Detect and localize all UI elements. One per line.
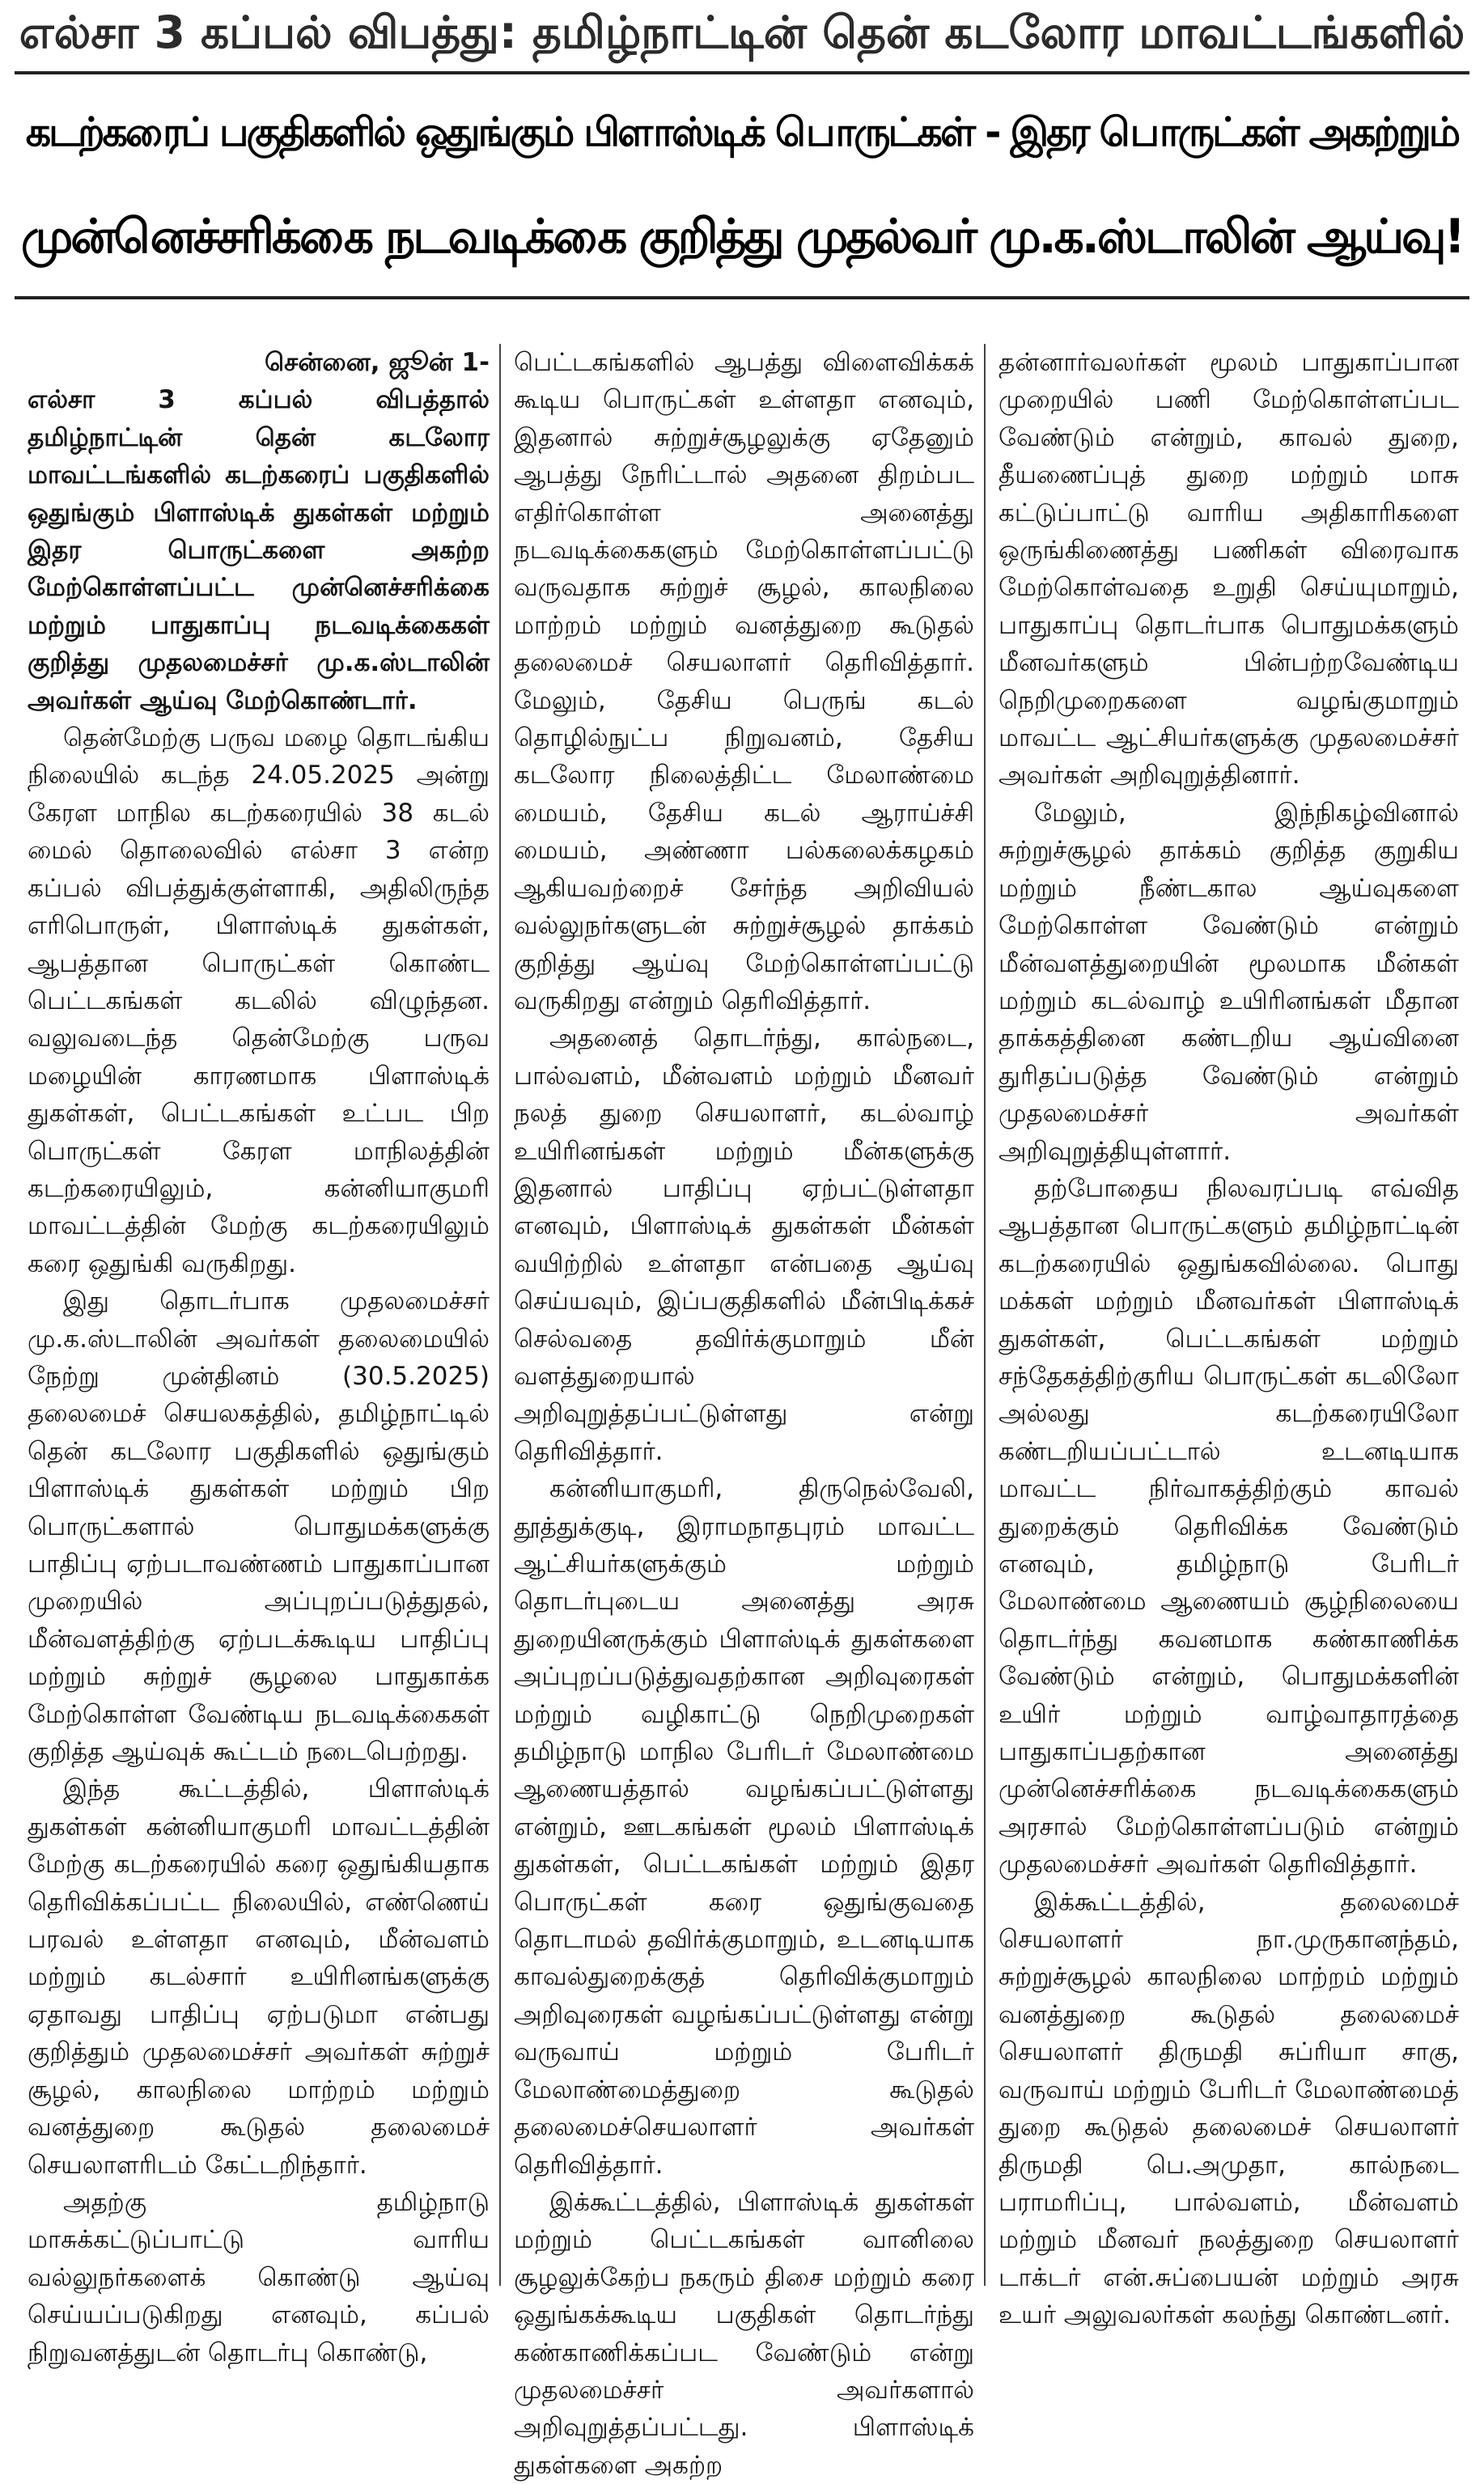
paragraph: தற்போதைய நிலவரப்படி எவ்வித ஆபத்தான பொருட்களும் தமிழ்நாட்டின் கடற்கரையில் ஒதுங்கவில்லை. பொது மக்கள் மற்றும் மீனவர்கள் பிளாஸ்டிக் துகள்கள், பெட்டகங்கள் மற்றும் சந்தேகத்திற்குரிய பொருட்கள் கடலிலோ அல்லது கடற்கரையிலோ கண்டறியப்பட்டால் உடனடியாக மாவட்ட நிர்வாகத்திற்கும் காவல் துறைக்கும் தெரிவிக்க வேண்டும் எனவும், தமிழ்நாடு பேரிடர் மேலாண்மை ஆணையம் சூழ்நிலையை தொடர்ந்து கவனமாக கண்காணிக்க வேண்டும் என்றும், பொதுமக்களின் உயிர் மற்றும் வாழ்வாதாரத்தை பாதுகாப்பதற்கான அனைத்து முன்னெச்சரிக்கை நடவடிக்கைகளும் அரசால் மேற்கொள்ளப்படும் என்றும் முதலமைச்சர் அவர்கள் தெரிவித்தார். [999,1173,1459,1880]
headline-line-2: முன்னெச்சரிக்கை நடவடிக்கை குறித்து முதல்வர் மு.க.ஸ்டாலின் ஆய்வு! [20,209,1464,264]
paragraph: இது தொடர்பாக முதலமைச்சர் மு.க.ஸ்டாலின் அவர்கள் தலைமையில் நேற்று முன்தினம் (30.5.2025) தலைமைச் செயலகத்தில், தமிழ்நாட்டில் தென் கடலோர பகுதிகளில் ஒதுங்கும் பிளாஸ்டிக் துகள்கள் மற்றும் பிற பொருட்களால் பொதுமக்களுக்கு பாதிப்பு ஏற்படாவண்ணம் பாதுகாப்பான முறையில் அப்புறப்படுத்துதல், மீன்வளத்திற்கு ஏற்படக்கூடிய பாதிப்பு மற்றும் சுற்றுச் சூழலை பாதுகாக்க மேற்கொள்ள வேண்டிய நடவடிக்கைகள் குறித்த ஆய்வுக் கூட்டம் நடைபெற்றது. [28,1287,490,1767]
lead-paragraph: எல்சா 3 கப்பல் விபத்தால் தமிழ்நாட்டின் தென் கடலோர மாவட்டங்களில் கடற்கரைப் பகுதிகளில் ஒதுங்கும் பிளாஸ்டிக் துகள்கள் மற்றும் இதர பொருட்களை அகற்ற மேற்கொள்ளப்பட்ட முன்னெச்சரிக்கை மற்றும் பாதுகாப்பு நடவடிக்கைகள் குறித்து முதலமைச்சர் மு.க.ஸ்டாலின் அவர்கள் ஆய்வு மேற்கொண்டார். [28,385,490,715]
headline-line-1: கடற்கரைப் பகுதிகளில் ஒதுங்கும் பிளாஸ்டிக் பொருட்கள் - இதர பொருட்கள் அகற்றும் [25,109,1459,155]
article-column-2 [499,344,984,2480]
paragraph: மேலும், இந்நிகழ்வினால் சுற்றுச்சூழல் தாக்கம் குறித்த குறுகிய மற்றும் நீண்டகால ஆய்வுகளை மேற்கொள்ள வேண்டும் என்றும் மீன்வளத்துறையின் மூலமாக மீன்கள் மற்றும் கடல்வாழ் உயிரினங்கள் மீதான தாக்கத்தினை கண்டறிய ஆய்வினை துரிதப்படுத்த வேண்டும் என்றும் முதலமைச்சர் அவர்கள் அறிவுறுத்தியுள்ளார். [999,798,1459,1166]
kicker-bar [15,0,1469,74]
paragraph: இக்கூட்டத்தில், தலைமைச் செயலாளர் நா.முருகானந்தம், சுற்றுச்சூழல் காலநிலை மாற்றம் மற்றும் வனத்துறை கூடுதல் தலைமைச் செயலாளர் திருமதி சுப்ரியா சாகு, வருவாய் மற்றும் பேரிடர் மேலாண்மைத் துறை கூடுதல் தலைமைச் செயலாளர் திருமதி பெ.அமுதா, கால்நடை பராமரிப்பு, பால்வளம், மீன்வளம் மற்றும் மீனவர் நலத்துறை செயலாளர் டாக்டர் என்.சுப்பையன் மற்றும் அரசு உயர் அலுவலர்கள் கலந்து கொண்டனர். [999,1887,1459,2330]
paragraph: இந்த கூட்டத்தில், பிளாஸ்டிக் துகள்கள் கன்னியாகுமரி மாவட்டத்தின் மேற்கு கடற்கரையில் கரை ஒதுங்கியதாக தெரிவிக்கப்பட்ட நிலையில், எண்ணெய் பரவல் உள்ளதா எனவும், மீன்வளம் மற்றும் கடல்சார் உயிரினங்களுக்கு ஏதாவது பாதிப்பு ஏற்படுமா என்பது குறித்தும் முதலமைச்சர் அவர்கள் சுற்றுச் சூழல், காலநிலை மாற்றம் மற்றும் வனத்துறை கூடுதல் தலைமைச் செயலாளரிடம் கேட்டறிந்தார். [28,1774,490,2180]
paragraph: தென்மேற்கு பருவ மழை தொடங்கிய நிலையில் கடந்த 24.05.2025 அன்று கேரள மாநில கடற்கரையில் 38 கடல் மைல் தொலைவில் எல்சா 3 என்ற கப்பல் விபத்துக்குள்ளாகி, அதிலிருந்த எரிபொருள், பிளாஸ்டிக் துகள்கள், ஆபத்தான பொருட்கள் கொண்ட பெட்டகங்கள் கடலில் விழுந்தன. வலுவடைந்த தென்மேற்கு பருவ மழையின் காரணமாக பிளாஸ்டிக் துகள்கள், பெட்டகங்கள் உட்பட பிற பொருட்கள் கேரள மாநிலத்தின் கடற்கரையிலும், கன்னியாகுமரி மாவட்டத்தின் மேற்கு கடற்கரையிலும் கரை ஒதுங்கி வருகிறது. [28,723,490,1278]
headline-rule [15,296,1469,299]
paragraph: அதனைத் தொடர்ந்து, கால்நடை, பால்வளம், மீன்வளம் மற்றும் மீனவர் நலத் துறை செயலாளர், கடல்வாழ் உயிரினங்கள் மற்றும் மீன்களுக்கு இதனால் பாதிப்பு ஏற்பட்டுள்ளதா எனவும், பிளாஸ்டிக் துகள்கள் மீன்கள் வயிற்றில் உள்ளதா என்பதை ஆய்வு செய்யவும், இப்பகுதிகளில் மீன்பிடிக்கச் செல்வதை தவிர்க்குமாறும் மீன் வளத்துறையால் அறிவுறுத்தப்பட்டுள்ளது என்று தெரிவித்தார். [514,1024,974,1466]
kicker-headline: எல்சா 3 கப்பல் விபத்து: தமிழ்நாட்டின் தென் கடலோர மாவட்டங்களில் [19,6,1465,58]
paragraph: கன்னியாகுமரி, திருநெல்வேலி, தூத்துக்குடி, இராமநாதபுரம் மாவட்ட ஆட்சியர்களுக்கும் மற்றும் தொடர்புடைய அனைத்து அரசு துறையினருக்கும் பிளாஸ்டிக் துகள்களை அப்புறப்படுத்துவதற்கான அறிவுரைகள் மற்றும் வழிகாட்டு நெறிமுறைகள் தமிழ்நாடு மாநில பேரிடர் மேலாண்மை ஆணையத்தால் வழங்கப்பட்டுள்ளது என்றும், ஊடகங்கள் மூலம் பிளாஸ்டிக் துகள்கள், பெட்டகங்கள் மற்றும் இதர பொருட்கள் கரை ஒதுங்குவதை தொடாமல் தவிர்க்குமாறும், உடனடியாக காவல்துறைக்குத் தெரிவிக்குமாறும் அறிவுரைகள் வழங்கப்பட்டுள்ளது என்று வருவாய் மற்றும் பேரிடர் மேலாண்மைத்துறை கூடுதல் தலைமைச்செயலாளர் அவர்கள் தெரிவித்தார். [514,1474,974,2180]
paragraph-continued: பெட்டகங்களில் ஆபத்து விளைவிக்கக் கூடிய பொருட்கள் உள்ளதா எனவும், இதனால் சுற்றுச்சூழலுக்கு ஏதேனும் ஆபத்து நேரிட்டால் அதனை திறம்பட எதிர்கொள்ள அனைத்து நடவடிக்கைகளும் மேற்கொள்ளப்பட்டு வருவதாக சுற்றுச் சூழல், காலநிலை மாற்றம் மற்றும் வனத்துறை கூடுதல் தலைமைச் செயலாளர் தெரிவித்தார். மேலும், தேசிய பெருங் கடல் தொழில்நுட்ப நிறுவனம், தேசிய கடலோர நிலைத்திட்ட மேலாண்மை மையம், தேசிய கடல் ஆராய்ச்சி மையம், அண்ணா பல்கலைக்கழகம் ஆகியவற்றைச் சேர்ந்த அறிவியல் வல்லுநர்களுடன் சுற்றுச்சூழல் தாக்கம் குறித்து ஆய்வு மேற்கொள்ளப்பட்டு வருகிறது என்றும் தெரிவித்தார். [514,348,974,1015]
article-column-1 [15,344,499,2367]
main-headline [15,81,1469,288]
paragraph: இக்கூட்டத்தில், பிளாஸ்டிக் துகள்கள் மற்றும் பெட்டகங்கள் வானிலை சூழலுக்கேற்ப நகரும் திசை மற்றும் கரை ஒதுங்கக்கூடிய பகுதிகள் தொடர்ந்து கண்காணிக்கப்பட வேண்டும் என்று முதலமைச்சர் அவர்களால் அறிவுறுத்தப்பட்டது. பிளாஸ்டிக் துகள்களை அகற்ற [514,2187,974,2480]
dateline: சென்னை, ஜூன் 1- [265,348,490,377]
article-body [15,344,1469,2480]
paragraph: அதற்கு தமிழ்நாடு மாசுக்கட்டுப்பாட்டு வாரிய வல்லுநர்களைக் கொண்டு ஆய்வு செய்யப்படுகிறது எனவும், கப்பல் நிறுவனத்துடன் தொடர்பு கொண்டு, [28,2187,490,2367]
paragraph-continued: தன்னார்வலர்கள் மூலம் பாதுகாப்பான முறையில் பணி மேற்கொள்ளப்பட வேண்டும் என்றும், காவல் துறை, தீயணைப்புத் துறை மற்றும் மாசு கட்டுப்பாட்டு வாரிய அதிகாரிகளை ஒருங்கிணைத்து பணிகள் விரைவாக மேற்கொள்வதை உறுதி செய்யுமாறும், பாதுகாப்பு தொடர்பாக பொதுமக்களும் மீனவர்களும் பின்பற்றவேண்டிய நெறிமுறைகளை வழங்குமாறும் மாவட்ட ஆட்சியர்களுக்கு முதலமைச்சர் அவர்கள் அறிவுறுத்தினார். [999,348,1459,791]
article-column-3 [984,344,1469,2330]
